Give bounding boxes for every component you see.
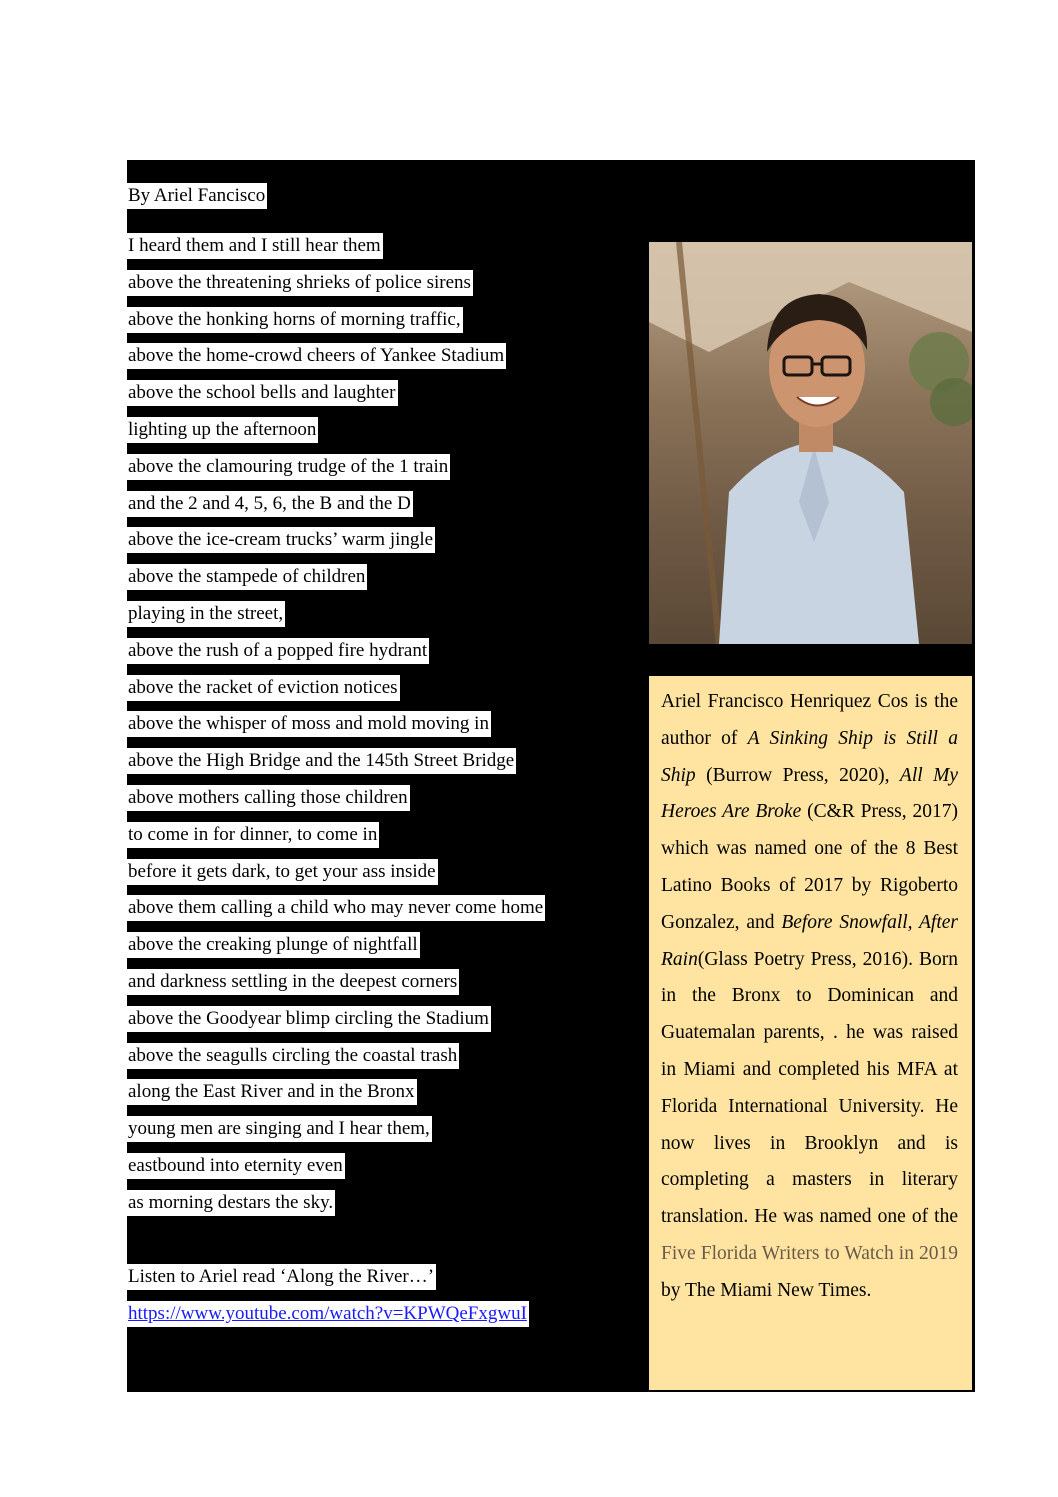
poem-line-text: above the honking horns of morning traffic, [127, 307, 463, 333]
poem-line [127, 895, 545, 932]
poem-line [127, 969, 545, 1006]
poem-line-text: and darkness settling in the deepest corners [127, 969, 459, 995]
poem-line-text: above the ice-cream trucks’ warm jingle [127, 527, 435, 553]
poem-panel [127, 160, 975, 1392]
poem-line-text: above the seagulls circling the coastal trash [127, 1043, 459, 1069]
poem-line-text: along the East River and in the Bronx [127, 1079, 417, 1105]
poem-line [127, 1190, 545, 1227]
poem-line [127, 1116, 545, 1153]
poem-line [127, 564, 545, 601]
author-photo [649, 242, 972, 644]
bio-book-2: All My Heroes Are Broke [661, 764, 958, 823]
bio-book-3: Before Snowfall, After Rain [661, 911, 958, 970]
poem-line [127, 932, 545, 969]
poem-line-text: playing in the street, [127, 601, 285, 627]
poem-line-text: above the whisper of moss and mold moving in [127, 711, 491, 737]
poem-line-text: lighting up the afternoon [127, 417, 318, 443]
poem-line [127, 454, 545, 491]
poem-line [127, 601, 545, 638]
poem-line [127, 822, 545, 859]
poem-line-text: above the home-crowd cheers of Yankee Stadium [127, 343, 506, 369]
poem-line-text: above the clamouring trudge of the 1 train [127, 454, 450, 480]
poem [127, 233, 545, 1227]
poem-line-text: and the 2 and 4, 5, 6, the B and the D [127, 491, 413, 517]
bio-text-1: Ariel Francisco Henriquez Cos is the author of [661, 691, 958, 749]
poem-line-text: above the stampede of children [127, 564, 367, 590]
bio-highlight-link[interactable]: Five Florida Writers to Watch in 2019 [661, 1242, 958, 1264]
poem-line [127, 675, 545, 712]
poem-line-text: above them calling a child who may never come home [127, 895, 545, 921]
poem-line-text: above the High Bridge and the 145th Street Bridge [127, 748, 516, 774]
listen-line [127, 1264, 436, 1290]
video-link-wrapper [127, 1301, 529, 1327]
poem-line [127, 491, 545, 528]
poem-line [127, 233, 545, 270]
poem-line-text: above the creaking plunge of nightfall [127, 932, 420, 958]
poem-line [127, 380, 545, 417]
poem-line-text: eastbound into eternity even [127, 1153, 345, 1179]
bio-text-2: (Burrow Press, 2020), [695, 764, 900, 786]
poem-line [127, 1006, 545, 1043]
poem-line [127, 859, 545, 896]
poem-line-text: before it gets dark, to get your ass inside [127, 859, 438, 885]
poem-line [127, 748, 545, 785]
author-photo-illustration [649, 242, 972, 644]
poem-line-text: to come in for dinner, to come in [127, 822, 379, 848]
poem-line [127, 343, 545, 380]
bio-text-3: (C&R Press, 2017) which was named one of the 8 Best Latino Books of 2017 by Rigoberto Gonzalez, and [661, 801, 958, 933]
video-link[interactable]: https://www.youtube.com/watch?v=KPWQeFxgwuI [128, 1303, 527, 1324]
poem-line-text: I heard them and I still hear them [127, 233, 383, 259]
poem-line [127, 307, 545, 344]
bio-text-4: (Glass Poetry Press, 2016). Born in the Bronx to Dominican and Guatemalan parents, . he was raised in Miami and completed his MFA at Florida International University. He now lives in Brooklyn and is completing a masters in literary translation. He was named one of the [661, 948, 958, 1228]
listen-text: Listen to Ariel read ‘Along the River…’ [127, 1264, 436, 1290]
poem-line-text: above mothers calling those children [127, 785, 410, 811]
video-link-line [127, 1301, 529, 1327]
poem-line-text: young men are singing and I hear them, [127, 1116, 432, 1142]
poem-line [127, 1043, 545, 1080]
poem-line [127, 711, 545, 748]
bio-book-1: A Sinking Ship is Still a Ship [661, 727, 958, 786]
byline [127, 183, 267, 209]
poem-line-text: as morning destars the sky. [127, 1190, 335, 1216]
poem-line [127, 638, 545, 675]
poem-line-text: above the threatening shrieks of police sirens [127, 270, 473, 296]
byline-text: By Ariel Fancisco [127, 183, 267, 209]
poem-line [127, 785, 545, 822]
poem-line [127, 527, 545, 564]
poem-line [127, 417, 545, 454]
bio-text-5: by The Miami New Times. [661, 1279, 872, 1301]
poem-line [127, 270, 545, 307]
poem-line-text: above the rush of a popped fire hydrant [127, 638, 429, 664]
poem-line-text: above the school bells and laughter [127, 380, 398, 406]
poem-line [127, 1079, 545, 1116]
author-bio [649, 676, 972, 1390]
poem-line-text: above the racket of eviction notices [127, 675, 400, 701]
poem-line-text: above the Goodyear blimp circling the Stadium [127, 1006, 491, 1032]
poem-line [127, 1153, 545, 1190]
